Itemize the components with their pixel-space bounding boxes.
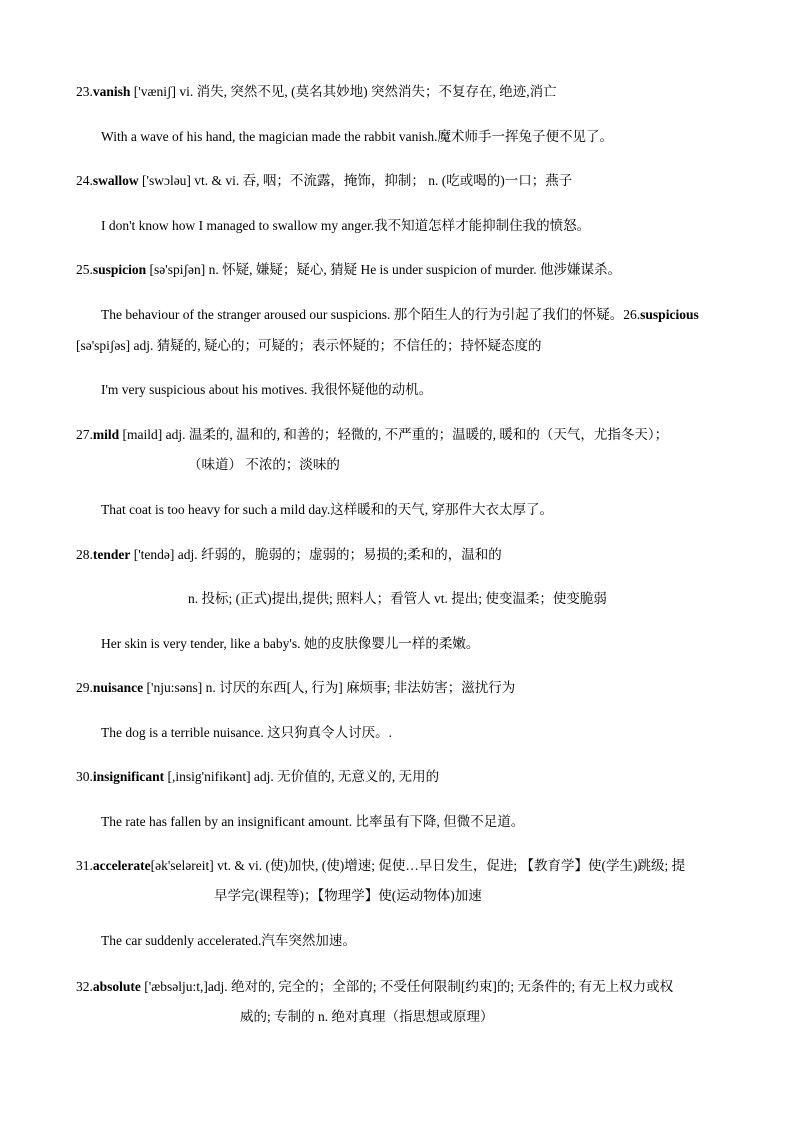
headword: suspicion (92, 262, 147, 277)
headword: insignificant (92, 769, 165, 784)
entry-30-example: The rate has fallen by an insignificant amount. 比率虽有下降, 但微不足道。 (101, 814, 525, 829)
entry-29-headline (76, 678, 515, 698)
headword: absolute (92, 979, 141, 994)
example: The behaviour of the stranger aroused our suspicions. 那个陌生人的行为引起了我们的怀疑。 (101, 307, 624, 322)
entry-number: 28. (76, 547, 93, 562)
headword: vanish (92, 84, 131, 99)
entry-32-definition-cont: 威的; 专制的 n. 绝对真理（指思想或原理） (240, 1009, 494, 1024)
entry-28-definition-cont: n. 投标; (正式)提出,提供; 照料人；看管人 vt. 提出; 使变温柔；使变脆弱 (188, 591, 607, 606)
entry-number: 26. (623, 307, 641, 322)
entry-number: 29. (76, 680, 93, 695)
entry-number: 23. (76, 84, 93, 99)
entry-31-headline (76, 856, 685, 876)
entry-26-definition: [sə'spiʃəs] adj. 猜疑的, 疑心的；可疑的；表示怀疑的；不信任的；持怀疑态度的 (76, 338, 542, 353)
headword: swallow (92, 173, 139, 188)
entry-number: 32. (76, 979, 93, 994)
definition: ['tendə] adj. 纤弱的，脆弱的；虚弱的；易损的;柔和的，温和的 (130, 547, 502, 562)
entry-number: 30. (76, 769, 93, 784)
headword: accelerate (92, 858, 151, 873)
entry-31-example: The car suddenly accelerated.汽车突然加速。 (101, 933, 356, 948)
headword: suspicious (640, 307, 699, 322)
headword: nuisance (92, 680, 144, 695)
definition: ['æbsəlju:t,]adj. 绝对的, 完全的；全部的; 不受任何限制[约束]的; 无条件的; 有无上权力或权 (140, 979, 674, 994)
headword: mild (92, 427, 120, 442)
entry-number: 27. (76, 427, 93, 442)
entry-23-example: With a wave of his hand, the magician made the rabbit vanish.魔术师手一挥兔子便不见了。 (101, 129, 613, 144)
entry-24-headline (76, 171, 572, 191)
entry-number: 31. (76, 858, 93, 873)
entry-28-example: Her skin is very tender, like a baby's. 她的皮肤像婴儿一样的柔嫩。 (101, 636, 480, 651)
entry-32-headline (76, 977, 673, 997)
definition: [,insig'nifikənt] adj. 无价值的, 无意义的, 无用的 (164, 769, 440, 784)
entry-27-definition-cont: （味道） 不浓的；淡味的 (188, 457, 340, 472)
entry-24-example: I don't know how I managed to swallow my anger.我不知道怎样才能抑制住我的愤怒。 (101, 218, 591, 233)
definition: [ək'seləreit] vt. & vi. (使)加快, (使)增速; 促使…早日发生，促进; 【教育学】使(学生)跳级; 提 (150, 858, 686, 873)
entry-25-headline (76, 260, 621, 280)
entry-30-headline (76, 767, 439, 787)
definition: [sə'spiʃən] n. 怀疑, 嫌疑；疑心, 猜疑 He is under suspicion of murder. 他涉嫌谋杀。 (146, 262, 622, 277)
entry-29-example: The dog is a terrible nuisance. 这只狗真令人讨厌。. (101, 725, 392, 740)
definition: ['væniʃ] vi. 消失, 突然不见, (莫名其妙地) 突然消失；不复存在, 绝迹,消亡 (130, 84, 557, 99)
entry-27-example: That coat is too heavy for such a mild day.这样暖和的天气, 穿那件大衣太厚了。 (101, 502, 554, 517)
entry-23-headline (76, 82, 557, 102)
definition: ['nju:səns] n. 讨厌的东西[人, 行为] 麻烦事; 非法妨害；滋扰行为 (143, 680, 516, 695)
definition: ['swɔləu] vt. & vi. 吞, 咽；不流露，掩饰，抑制； n. (吃或喝的)一口；燕子 (138, 173, 573, 188)
headword: tender (92, 547, 131, 562)
entry-25-example-with-26 (101, 305, 699, 325)
entry-27-headline (76, 425, 668, 445)
entry-28-headline (76, 545, 502, 565)
entry-number: 25. (76, 262, 93, 277)
entry-26-example: I'm very suspicious about his motives. 我很怀疑他的动机。 (101, 382, 433, 397)
entry-number: 24. (76, 173, 93, 188)
entry-31-definition-cont: 早学完(课程等)；【物理学】使(运动物体)加速 (214, 888, 482, 903)
definition: [maild] adj. 温柔的, 温和的, 和善的；轻微的, 不严重的；温暖的, 暖和的（天气，尤指冬天）； (119, 427, 669, 442)
